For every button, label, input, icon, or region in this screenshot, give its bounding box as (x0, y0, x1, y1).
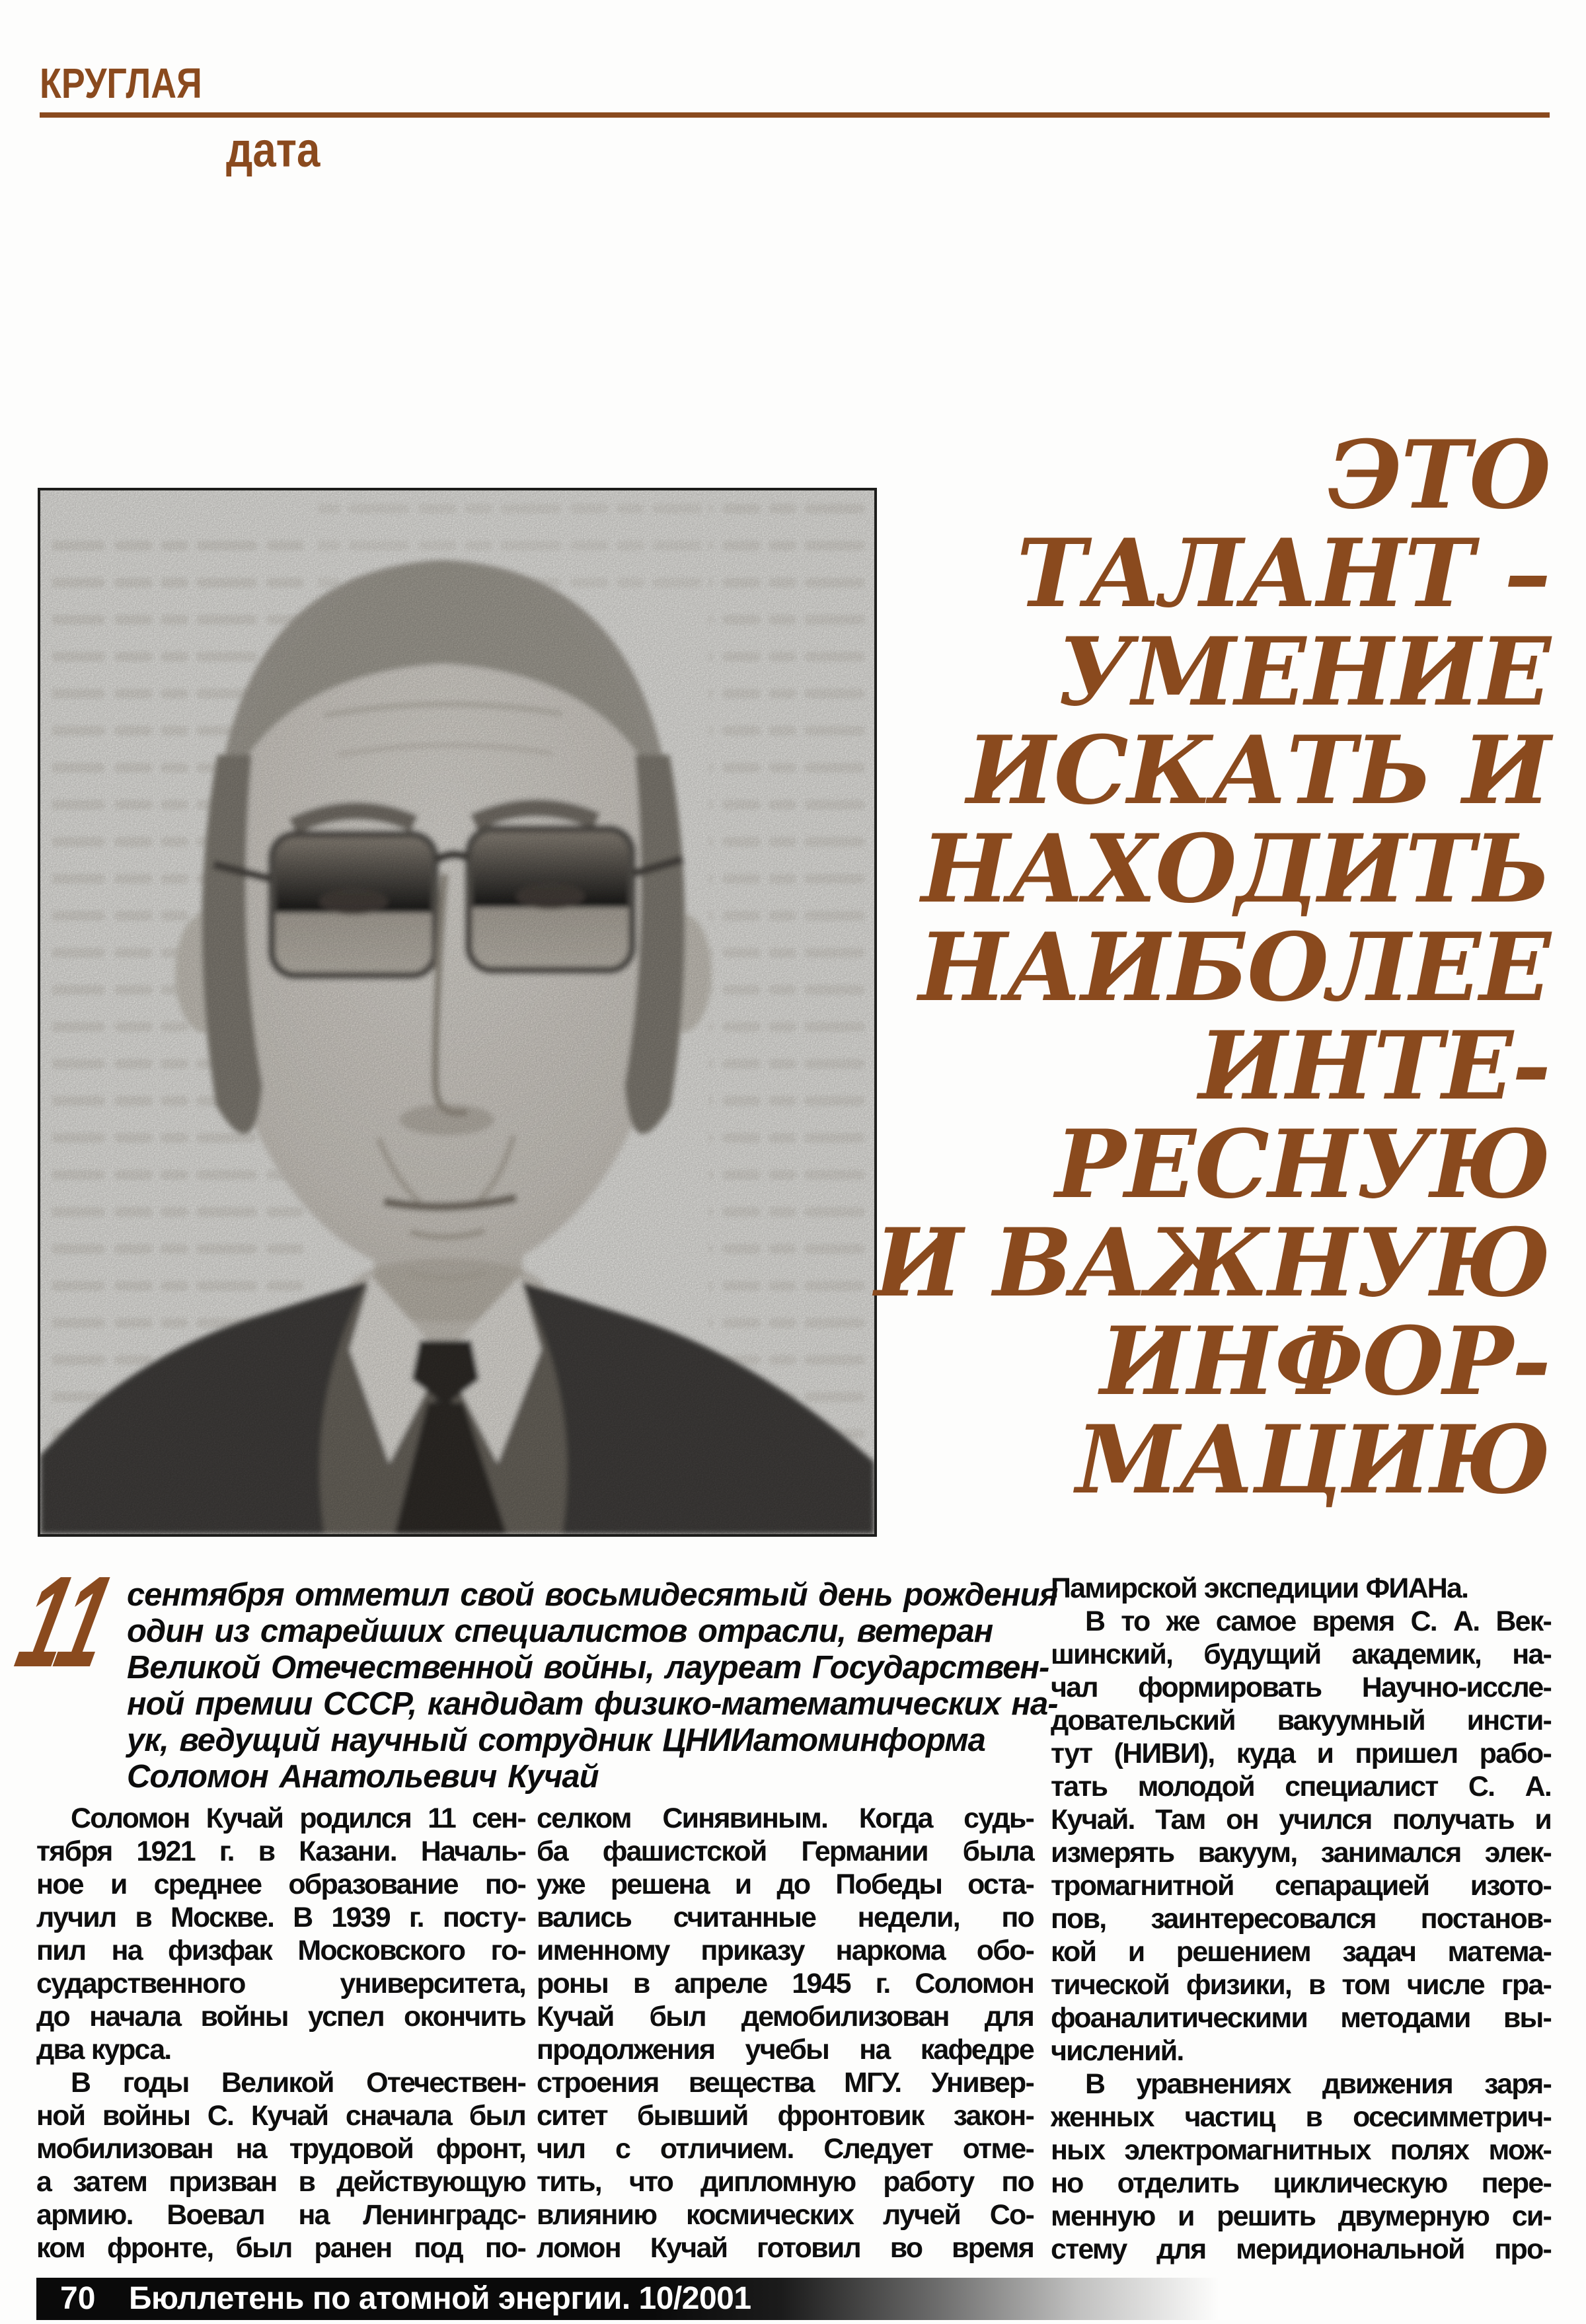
body-line: В то же самое время С. А. Век- (1085, 1606, 1551, 1637)
body-line: тября 1921 г. в Казани. Началь- (36, 1836, 525, 1867)
intro-line: ук, ведущий научный сотрудник ЦНИИатоминформа (127, 1723, 985, 1758)
body-column-2 (537, 1802, 1034, 2265)
body-line: шинский, будущий академик, на- (1051, 1639, 1551, 1670)
body-line: продолжения учебы на кафедре (537, 2034, 1034, 2066)
paragraph (1051, 1605, 1551, 2068)
journal-title: Бюллетень по атомной энергии. 10/2001 (129, 2281, 751, 2316)
body-line: именному приказу наркома обо- (537, 1935, 1034, 1966)
body-line: сударственного университета, (36, 1968, 525, 1999)
body-line: Соломон Кучай родился 11 сен- (71, 1802, 525, 1834)
body-line: мобилизован на трудовой фронт, (36, 2133, 525, 2165)
body-line: чил с отличием. Следует отме- (537, 2133, 1034, 2165)
body-line: фоаналитическими методами вы- (1051, 2002, 1551, 2034)
body-line: ситет бывший фронтовик закон- (537, 2100, 1034, 2132)
headline-line: И ВАЖНУЮ (874, 1208, 1550, 1318)
headline-line: ИНТЕ- (1198, 1011, 1550, 1121)
body-line: В годы Великой Отечествен- (71, 2067, 525, 2099)
headline-line: НАИБОЛЕЕ (918, 913, 1550, 1023)
body-line: ных электромагнитных полях мож- (1051, 2134, 1551, 2166)
body-line: селком Синявиным. Когда судь- (537, 1802, 1034, 1834)
portrait-photo (38, 488, 877, 1537)
portrait-illustration (40, 490, 874, 1534)
body-line: числений. (1051, 2035, 1184, 2067)
body-line: чал формировать Научно-иссле- (1051, 1672, 1551, 1703)
body-line: кой и решением задач матема- (1051, 1936, 1551, 1968)
paragraph (36, 2066, 525, 2265)
section-kicker-line1: КРУГЛАЯ (40, 59, 202, 107)
lead-paragraph (127, 1577, 1058, 1795)
body-line: тической физики, в том числе гра- (1051, 1969, 1551, 2001)
body-line: ком фронте, был ранен под по- (36, 2232, 525, 2264)
headline-line: ЭТО (1327, 420, 1550, 530)
body-line: строения вещества МГУ. Универ- (537, 2067, 1034, 2099)
headline-line: РЕСНУЮ (1055, 1110, 1550, 1220)
headline-line: НАХОДИТЬ (921, 814, 1550, 924)
body-line: стему для меридиональной про- (1051, 2233, 1551, 2265)
body-line: измерять вакуум, занимался элек- (1051, 1837, 1551, 1869)
body-line: роны в апреле 1945 г. Соломон (537, 1968, 1034, 1999)
body-line: до начала войны успел окончить (36, 2001, 525, 2033)
body-line: пил на физфак Московского го- (36, 1935, 525, 1966)
headline-quote (869, 420, 1550, 1515)
headline-line: ТАЛАНТ – (1016, 519, 1550, 629)
body-column-1 (36, 1802, 525, 2265)
footer-bar (36, 2278, 1219, 2320)
body-line: а затем призван в действующую (36, 2166, 525, 2198)
body-line: лучил в Москве. В 1939 г. посту- (36, 1902, 525, 1933)
dropcap-date: 11 (5, 1549, 126, 1694)
body-line: ное и среднее образование по- (36, 1869, 525, 1900)
intro-line: ной премии СССР, кандидат физико-математических на- (127, 1686, 1058, 1722)
body-line: довательский вакуумный инсти- (1051, 1705, 1551, 1736)
body-line: тромагнитной сепарацией изото- (1051, 1870, 1551, 1902)
paragraph (1051, 2068, 1551, 2266)
body-line: два курса. (36, 2034, 171, 2066)
body-line: Кучай был демобилизован для (537, 2001, 1034, 2033)
body-line: тать молодой специалист С. А. (1051, 1771, 1551, 1802)
body-line: В уравнениях движения заря- (1085, 2068, 1551, 2100)
body-line: ба фашистской Германии была (537, 1836, 1034, 1867)
body-line: уже решена и до Победы оста- (537, 1869, 1034, 1900)
body-line: менную и решить двумерную си- (1051, 2200, 1551, 2232)
paragraph (36, 1802, 525, 2066)
body-line: Кучай. Там он учился получать и (1051, 1804, 1551, 1836)
body-line: тут (НИВИ), куда и пришел рабо- (1051, 1738, 1551, 1769)
body-line: армию. Воевал на Ленинградс- (36, 2199, 525, 2231)
body-line: Памирской экспедиции ФИАНа. (1051, 1572, 1468, 1604)
intro-line: Соломон Анатольевич Кучай (127, 1759, 599, 1795)
body-line: ломон Кучай готовил во время (537, 2232, 1034, 2264)
headline-line: УМЕНИЕ (1057, 617, 1550, 727)
body-line: женных частиц в осесимметрич- (1051, 2101, 1551, 2133)
body-line: но отделить циклическую пере- (1051, 2167, 1551, 2199)
intro-line: сентября отметил свой восьмидесятый день рождения (127, 1577, 1058, 1613)
body-line: ной войны С. Кучай сначала был (36, 2100, 525, 2132)
body-column-3 (1051, 1572, 1551, 2266)
body-line: влиянию космических лучей Со- (537, 2199, 1034, 2231)
headline-line: ИНФОР- (1100, 1307, 1550, 1416)
body-line: тить, что дипломную работу по (537, 2166, 1034, 2198)
body-line: пов, заинтересовался постанов- (1051, 1903, 1551, 1935)
headline-line: МАЦИЮ (1076, 1405, 1550, 1515)
headline-line: ИСКАТЬ И (966, 716, 1550, 826)
body-line: вались считанные недели, по (537, 1902, 1034, 1933)
paragraph (537, 1802, 1034, 2265)
intro-line: Великой Отечественной войны, лауреат Государствен- (127, 1650, 1049, 1685)
header-rule (40, 112, 1550, 118)
page-number: 70 (60, 2281, 96, 2316)
section-kicker-line2: дата (226, 122, 321, 177)
intro-line: один из старейших специалистов отрасли, ветеран (127, 1613, 993, 1649)
paragraph (1051, 1572, 1551, 1605)
